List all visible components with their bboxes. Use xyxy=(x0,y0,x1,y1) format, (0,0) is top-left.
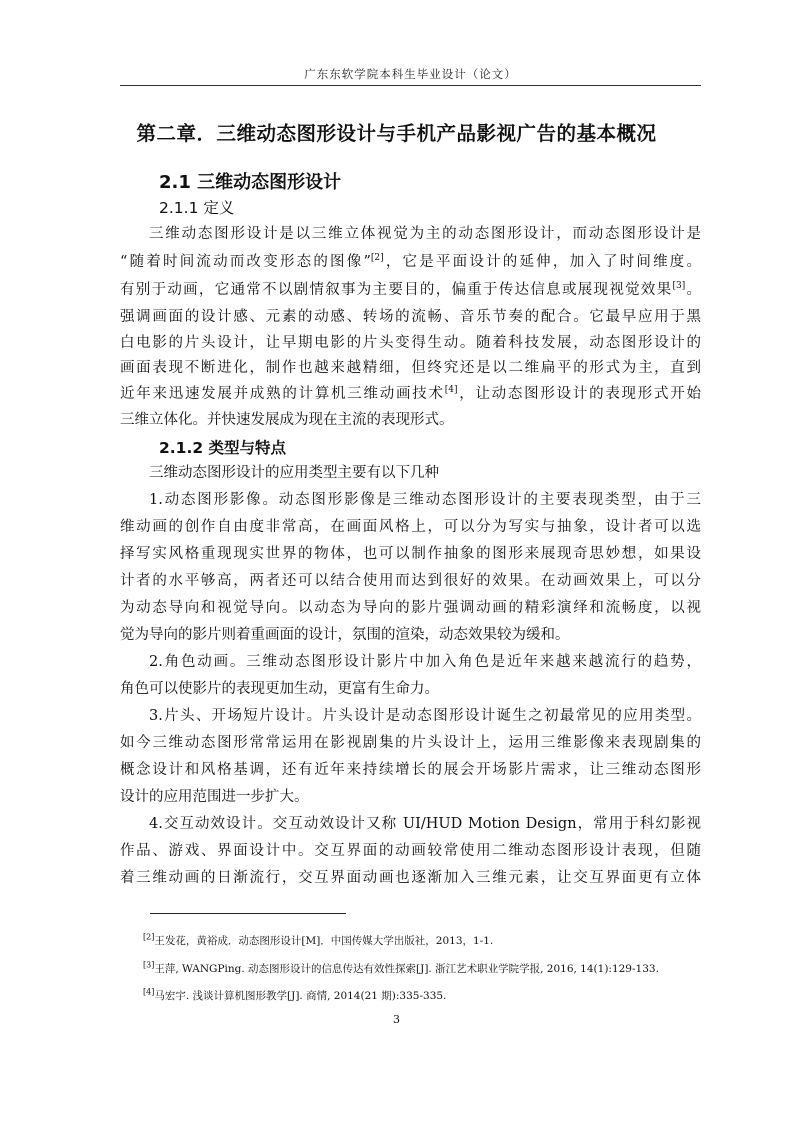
text-line xyxy=(120,280,701,300)
footnote-text: 王发花，黄裕成．动态图形设计[M]．中国传媒大学出版社，2013，1-1. xyxy=(154,935,494,947)
chapter-title: 第二章．三维动态图形设计与手机产品影视广告的基本概况 xyxy=(136,122,657,145)
text-line: 画面表现不断进化，制作也越来越精细，但终究还是以二维扁平的形式为主，直到 xyxy=(120,360,701,376)
citation-ref: [2] xyxy=(370,253,384,264)
text-line: 角色可以使影片的表现更加生动，更富有生命力。 xyxy=(120,681,439,697)
text-line: 维动画的创作自由度非常高，在画面风格上，可以分为写实与抽象，设计者可以选 xyxy=(120,519,701,535)
section-heading-2-1: 2.1 三维动态图形设计 xyxy=(159,172,342,193)
text-line: 三维动态图形设计是以三维立体视觉为主的动态图形设计，而动态图形设计是 xyxy=(149,226,701,242)
text-line: 择写实风格重现现实世界的物体，也可以制作抽象的图形来展现奇思妙想，如果设 xyxy=(120,546,701,562)
footnote-ref: [3] xyxy=(143,960,155,970)
text-line: 计者的水平够高，两者还可以结合使用而达到很好的效果。在动画效果上，可以分 xyxy=(120,573,701,589)
subsection-heading-2-1-2: 2.1.2 类型与特点 xyxy=(159,439,287,457)
text-line: 为动态导向和视觉导向。以动态为导向的影片强调动画的精彩演绎和流畅度，以视 xyxy=(120,600,701,616)
page-header: 广东东软学院本科生毕业设计（论文） xyxy=(304,67,517,81)
text-span: 。 xyxy=(685,282,702,298)
text-line: 强调画面的设计感、元素的动感、转场的流畅、音乐节奏的配合。它最早应用于黑 xyxy=(120,309,701,325)
text-line: 白电影的片头设计，让早期电影的片头变得生动。随着科技发展，动态图形设计的 xyxy=(120,335,701,351)
text-line: 觉为导向的影片则着重画面的设计，氛围的渲染，动态效果较为缓和。 xyxy=(120,627,570,643)
subsection-heading-2-1-1: 2.1.1 定义 xyxy=(159,199,235,217)
header-rule xyxy=(120,85,701,86)
text-span: ，它是平面设计的延伸，加入了时间维度。 xyxy=(383,254,702,270)
text-line: 作品、游戏、界面设计中。交互界面的动画较常使用二维动态图形设计表现，但随 xyxy=(120,843,701,859)
text-line: 设计的应用范围进一步扩大。 xyxy=(120,789,309,805)
text-line xyxy=(120,384,701,404)
text-line: 三维立体化。并快速发展成为现在主流的表现形式。 xyxy=(120,412,454,428)
text-span: ，让动态图形设计的表现形式开始 xyxy=(457,386,702,402)
text-line: 1.动态图形影像。动态图形影像是三维动态图形设计的主要表现类型，由于三 xyxy=(149,492,701,508)
footnote-text: 王萍, WANGPing. 动态图形设计的信息传达有效性探索[J]. 浙江艺术职业学院学报, 2016, 14(1):129-133. xyxy=(154,963,659,975)
footnote xyxy=(143,933,493,948)
footnote-text: 马宏宇. 浅谈计算机图形教学[J]. 商情, 2014(21 期):335-335. xyxy=(154,990,447,1002)
text-line: 4.交互动效设计。交互动效设计又称 UI/HUD Motion Design，常用于科幻影视 xyxy=(149,816,701,832)
footnote-ref: [2] xyxy=(143,932,155,942)
text-span: “随着时间流动而改变形态的图像” xyxy=(120,254,371,270)
text-line: 概念设计和风格基调，还有近年来持续增长的展会开场影片需求，让三维动态图形 xyxy=(120,762,701,778)
citation-ref: [3] xyxy=(672,281,686,292)
text-line: 如今三维动态图形常常运用在影视剧集的片头设计上，运用三维影像来表现剧集的 xyxy=(120,735,701,751)
footnote xyxy=(143,988,446,1003)
footnote-rule xyxy=(150,913,346,914)
text-line: 3.片头、开场短片设计。片头设计是动态图形设计诞生之初最常见的应用类型。 xyxy=(149,708,701,724)
footnote xyxy=(143,961,659,976)
page-number: 3 xyxy=(393,1013,400,1026)
text-line: 三维动态图形设计的应用类型主要有以下几种 xyxy=(149,465,439,481)
footnote-ref: [4] xyxy=(143,987,155,997)
text-line: 着三维动画的日渐流行，交互界面动画也逐渐加入三维元素，让交互界面更有立体 xyxy=(120,870,701,886)
text-line xyxy=(120,252,701,272)
text-span: 近年来迅速发展并成熟的计算机三维动画技术 xyxy=(120,386,445,402)
citation-ref: [4] xyxy=(444,385,458,396)
text-span: 有别于动画，它通常不以剧情叙事为主要目的，偏重于传达信息或展现视觉效果 xyxy=(120,282,673,298)
text-line: 2.角色动画。三维动态图形设计影片中加入角色是近年来越来越流行的趋势， xyxy=(149,654,701,670)
